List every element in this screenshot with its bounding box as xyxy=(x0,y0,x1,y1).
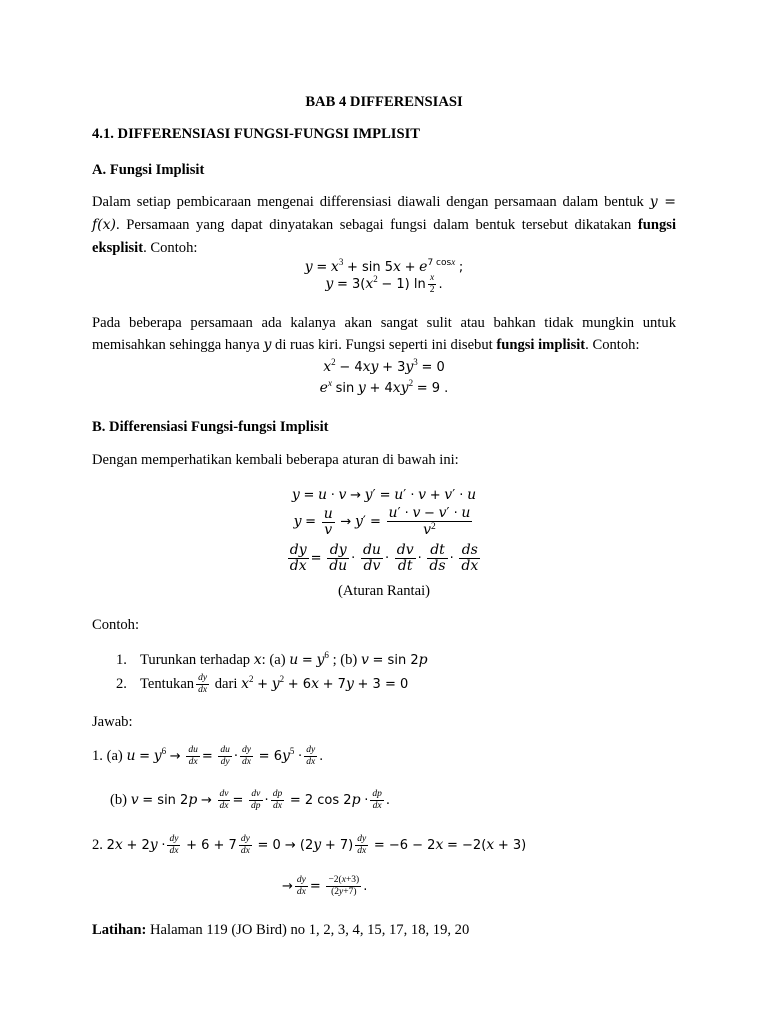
answer-1a: 1. (a) $u = y^6$ → $\frac{du}{dx}$ = $\frac{du}{dy}$ · $\frac{dy}{dx}$ = $6y^5$ · $\frac{dy}{dx}$ . xyxy=(92,744,324,767)
list-item-2-text: Tentukan xyxy=(140,676,195,692)
list-item-2-mid: dari xyxy=(214,676,238,692)
subsection-b-heading: B. Differensiasi Fungsi-fungsi Implisit xyxy=(92,419,329,435)
section-title: 4.1. DIFFERENSIASI FUNGSI-FUNGSI IMPLISIT xyxy=(92,126,421,142)
answer-2-result: → $\frac{dy}{dx}$ = $\frac{-2(x+3)}{(2y+7)}$ . xyxy=(282,875,368,897)
para2-bold-term: fungsi implisit xyxy=(496,337,586,353)
exercise-label: Latihan: xyxy=(92,922,147,938)
list-item-2: 2. Tentukan $\frac{dy}{dx}$ dari $x^2 + y^2 + 6x + 7y + 3 = 0$ xyxy=(116,672,409,695)
para1-bold-term: fungsi eksplisit xyxy=(92,217,676,256)
answer-1a-label: 1. (a) xyxy=(92,748,123,764)
chain-rule-label: (Aturan Rantai) xyxy=(338,583,430,599)
exercise-line xyxy=(92,920,676,941)
answer-1b-label: (b) xyxy=(110,792,128,809)
list-item-2-number: 2. xyxy=(116,676,127,692)
para2-var: y xyxy=(263,337,272,353)
list-item-1-rest: : (a) xyxy=(261,652,286,668)
exercise-text: Halaman 119 (JO Bird) no 1, 2, 3, 4, 15, 17, 18, 19, 20 xyxy=(150,922,470,938)
product-rule: y = u · v → y′ = u′ · v + v′ · u xyxy=(291,487,477,503)
list-item-1-text: Turunkan terhadap xyxy=(140,652,251,668)
list-item-1-sep: ; (b) xyxy=(332,652,358,668)
implicit-example-1: $x^2 - 4xy + 3y^3 = 0$ xyxy=(323,357,445,375)
jawab-label: Jawab: xyxy=(92,714,133,730)
para1-text-3: . Contoh: xyxy=(143,240,198,256)
subsection-a-heading: A. Fungsi Implisit xyxy=(92,162,205,178)
answer-1b: (b) v = sin 2p → $\frac{dv}{dx}$ = $\frac{dv}{dp}$ · $\frac{dp}{dx}$ = 2 cos 2p · $\frac{dp}{dx}$ . xyxy=(110,789,390,811)
explicit-example-2: $y = 3(x^2 - 1)$ ln $\frac{x}{2}$ . xyxy=(325,272,443,295)
para2-text-1: Pada beberapa persamaan ada kalanya akan sangat sulit atau bahkan tidak mungkin untuk memisahkan sehingga hanya xyxy=(92,315,676,353)
answer-2: 2. 2x + 2y · $\frac{dy}{dx}$ + 6 + 7 $\frac{dy}{dx}$ = 0 → (2y + 7) $\frac{dy}{dx}$ = −6 − 2x = −2(x + 3) xyxy=(92,834,527,856)
para2-text-2: di ruas kiri. Fungsi seperti ini disebut xyxy=(275,337,493,353)
chapter-title: BAB 4 DIFFERENSIASI xyxy=(305,94,463,110)
paragraph-rules-intro: Dengan memperhatikan kembali beberapa aturan di bawah ini: xyxy=(92,452,459,468)
list-item-1-var: x xyxy=(253,652,262,668)
contoh-label: Contoh: xyxy=(92,617,140,633)
explicit-example-1: $y = x^3 + \sin 5x + e^{7 cosx}$ ; xyxy=(304,257,464,275)
para2-text-3: . Contoh: xyxy=(585,337,640,353)
para1-text-2: . Persamaan yang dapat dinyatakan sebagai fungsi dalam bentuk tersebut dikatakan xyxy=(116,217,632,233)
paragraph-implicit-function xyxy=(92,312,676,356)
implicit-example-2: $e^x$ $\sin y + 4xy^2 = 9$ . xyxy=(319,378,449,396)
list-item-1-number: 1. xyxy=(116,652,127,668)
paragraph-explicit-function xyxy=(92,191,676,260)
para1-text-1: Dalam setiap pembicaraan mengenai differensiasi diawali dengan persamaan dalam bentuk xyxy=(92,194,644,210)
answer-2-label: 2. xyxy=(92,837,103,854)
list-item-1: 1. Turunkan terhadap x: (a) $u = y^6$ ; (b) v = sin 2p xyxy=(116,649,428,671)
quotient-rule: y = $\frac{u}{v}$ → y′ = $\frac{u' \cdot v - v' \cdot u}{v^2}$ xyxy=(293,505,471,539)
chain-rule: $\frac{dy}{dx}$ = $\frac{dy}{du}$ · $\frac{du}{dv}$ · $\frac{dv}{dt}$ · $\frac{dt}{ds}$ · $\frac{ds}{dx}$ xyxy=(289,542,479,574)
para1-formula: y = f(x) xyxy=(92,194,677,233)
